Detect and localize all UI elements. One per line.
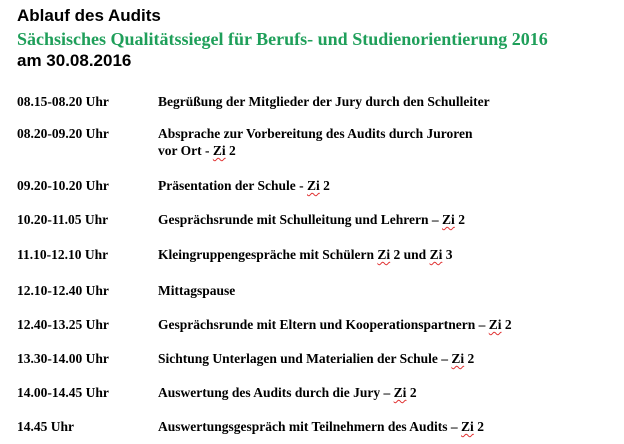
schedule-description: [158, 125, 598, 159]
document-title: Ablauf des Audits: [17, 6, 161, 25]
schedule-text: Auswertung des Audits durch die Jury – Zi 2: [158, 385, 417, 400]
schedule-description: [158, 246, 598, 263]
schedule-description: [158, 418, 598, 435]
schedule-text: Sichtung Unterlagen und Materialien der Schule – Zi 2: [158, 351, 475, 366]
schedule-text: Mittagspause: [158, 283, 236, 298]
schedule-text: Auswertungsgespräch mit Teilnehmern des Audits – Zi 2: [158, 419, 484, 434]
schedule-description: [158, 93, 598, 110]
schedule-text-continued: vor Ort - Zi 2: [158, 143, 236, 158]
schedule-text: Kleingruppengespräche mit Schülern Zi 2 und Zi 3: [158, 247, 453, 262]
schedule-description: [158, 211, 598, 228]
schedule-time: 08.15-08.20 Uhr: [17, 94, 109, 109]
schedule-time: 14.45 Uhr: [17, 419, 74, 434]
document-date: am 30.08.2016: [17, 51, 132, 70]
schedule-description: [158, 316, 598, 333]
schedule-time: 08.20-09.20 Uhr: [17, 126, 109, 141]
schedule-time: 10.20-11.05 Uhr: [17, 212, 109, 227]
document-subtitle: Sächsisches Qualitätssiegel für Berufs- und Studienorientierung 2016: [17, 29, 548, 49]
schedule-description: [158, 384, 598, 401]
schedule-time: 12.10-12.40 Uhr: [17, 283, 109, 298]
schedule-description: [158, 282, 598, 299]
schedule-text: Gesprächsrunde mit Schulleitung und Lehrern – Zi 2: [158, 212, 465, 227]
schedule-text: Präsentation der Schule - Zi 2: [158, 178, 330, 193]
schedule-time: 09.20-10.20 Uhr: [17, 178, 109, 193]
schedule-description: [158, 350, 598, 367]
schedule-time: 14.00-14.45 Uhr: [17, 385, 109, 400]
schedule-text: Gesprächsrunde mit Eltern und Kooperationspartnern – Zi 2: [158, 317, 512, 332]
schedule-text: Begrüßung der Mitglieder der Jury durch den Schulleiter: [158, 94, 490, 109]
schedule-time: 13.30-14.00 Uhr: [17, 351, 109, 366]
schedule-description: [158, 177, 598, 194]
schedule-time: 12.40-13.25 Uhr: [17, 317, 109, 332]
schedule-text: Absprache zur Vorbereitung des Audits durch Juroren: [158, 126, 473, 141]
schedule-time: 11.10-12.10 Uhr: [17, 247, 109, 262]
